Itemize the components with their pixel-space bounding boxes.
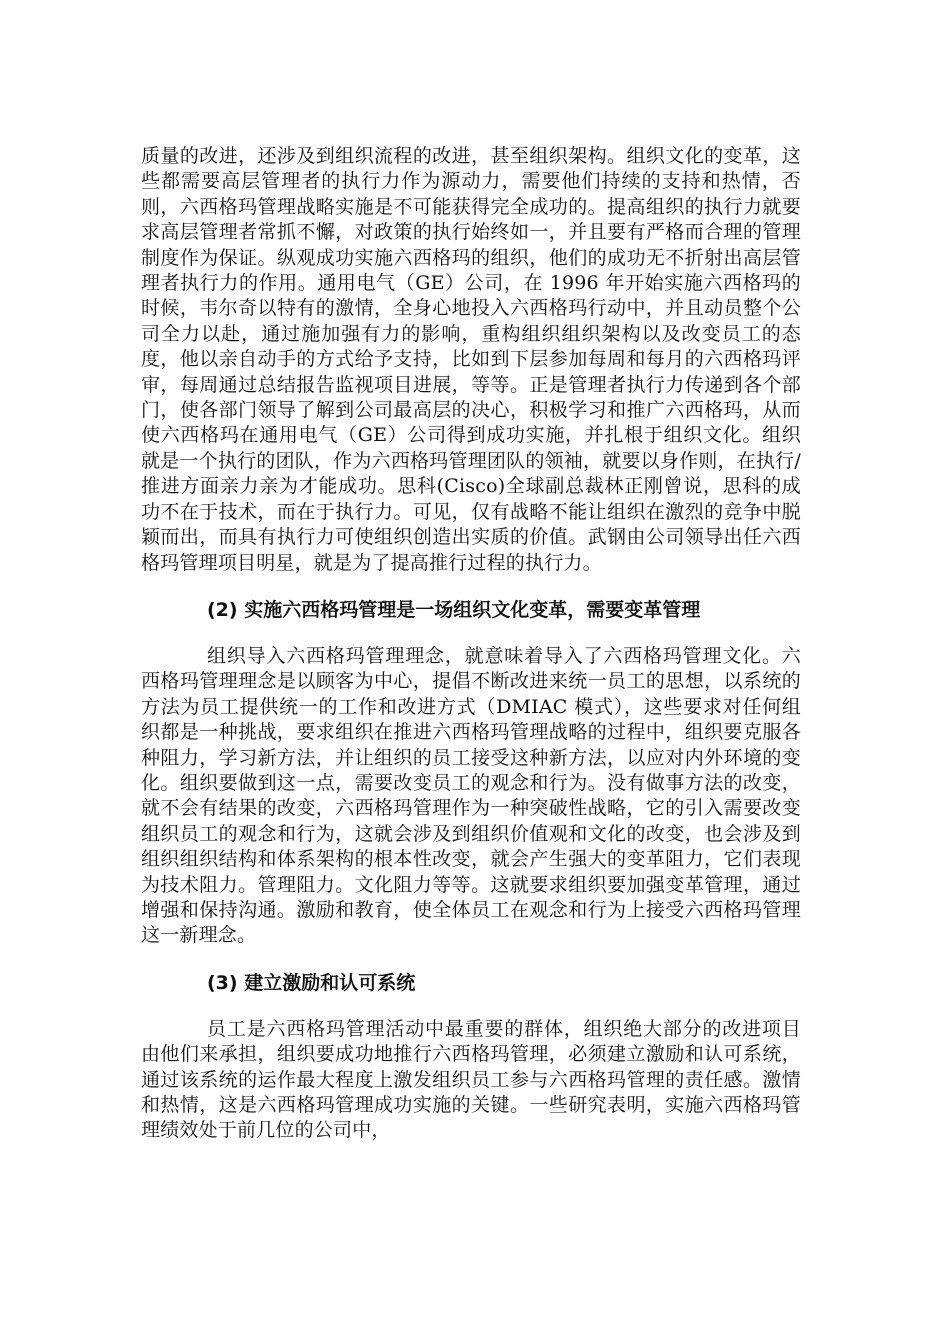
section-heading-3: (3) 建立激励和认可系统 <box>207 971 416 994</box>
body-paragraph-3: 员工是六西格玛管理活动中最重要的群体，组织绝大部分的改进项目由他们来承担，组织要成功地推行六西格玛管理，必须建立激励和认可系统，通过该系统的运作最大程度上激发组织员工参与六西格玛管理的责任感。激情和热情，这是六西格玛管理成功实施的关键。一些研究表明，实施六西格玛管理绩效处于前几位的公司中， <box>141 1017 801 1142</box>
body-paragraph-1: 质量的改进，还涉及到组织流程的改进，甚至组织架构。组织文化的变革，这些都需要高层管理者的执行力作为源动力，需要他们持续的支持和热情，否则，六西格玛管理战略实施是不可能获得完全成功的。提高组织的执行力就要求高层管理者常抓不懈，对政策的执行始终如一，并且要有严格而合理的管理制度作为保证。纵观成功实施六西格玛的组织，他们的成功无不折射出高层管理者执行力的作用。通用电气（GE）公司，在 1996 年开始实施六西格玛的时候，韦尔奇以特有的激情，全身心地投入六西格玛行动中，并且动员整个公司全力以赴，通过施加强有力的影响，重构组织组织架构以及改变员工的态度，他以亲自动手的方式给予支持，比如到下层参加每周和每月的六西格玛评审，每周通过总结报告监视项目进展，等等。正是管理者执行力传递到各个部门，使各部门领导了解到公司最高层的决心，积极学习和推广六西格玛，从而使六西格玛在通用电气（GE）公司得到成功实施，并扎根于组织文化。组织就是一个执行的团队，作为六西格玛管理团队的领袖，就要以身作则，在执行/推进方面亲力亲为才能成功。思科(Cisco)全球副总裁林正刚曾说，思科的成功不在于技术，而在于执行力。可见，仅有战略不能让组织在激烈的竞争中脱颖而出，而具有执行力可使组织创造出实质的价值。武钢由公司领导出任六西格玛管理项目明星，就是为了提高推行过程的执行力。 <box>141 145 801 574</box>
section-heading-2: (2) 实施六西格玛管理是一场组织文化变革，需要变革管理 <box>207 598 701 621</box>
spacer <box>141 949 801 971</box>
spacer <box>141 623 801 644</box>
spacer <box>141 996 801 1017</box>
body-paragraph-2: 组织导入六西格玛管理理念，就意味着导入了六西格玛管理文化。六西格玛管理理念是以顾客为中心，提倡不断改进来统一员工的思想，以系统的方法为员工提供统一的工作和改进方式（DMIAC 模式），这些要求对任何组织都是一种挑战，要求组织在推进六西格玛管理战略的过程中，组织要克服各种阻力，学习新方法，并让组织的员工接受这种新方法，以应对内外环境的变化。组织要做到这一点，需要改变员工的观念和行为。没有做事方法的改变，就不会有结果的改变，六西格玛管理作为一种突破性战略，它的引入需要改变组织员工的观念和行为，这就会涉及到组织价值观和文化的改变，也会涉及到组织组织结构和体系架构的根本性改变，就会产生强大的变革阻力，它们表现为技术阻力。管理阻力。文化阻力等等。这就要求组织要加强变革管理，通过增强和保持沟通。激励和教育，使全体员工在观念和行为上接受六西格玛管理这一新理念。 <box>141 644 801 947</box>
spacer <box>141 576 801 598</box>
document-body <box>141 144 801 1144</box>
